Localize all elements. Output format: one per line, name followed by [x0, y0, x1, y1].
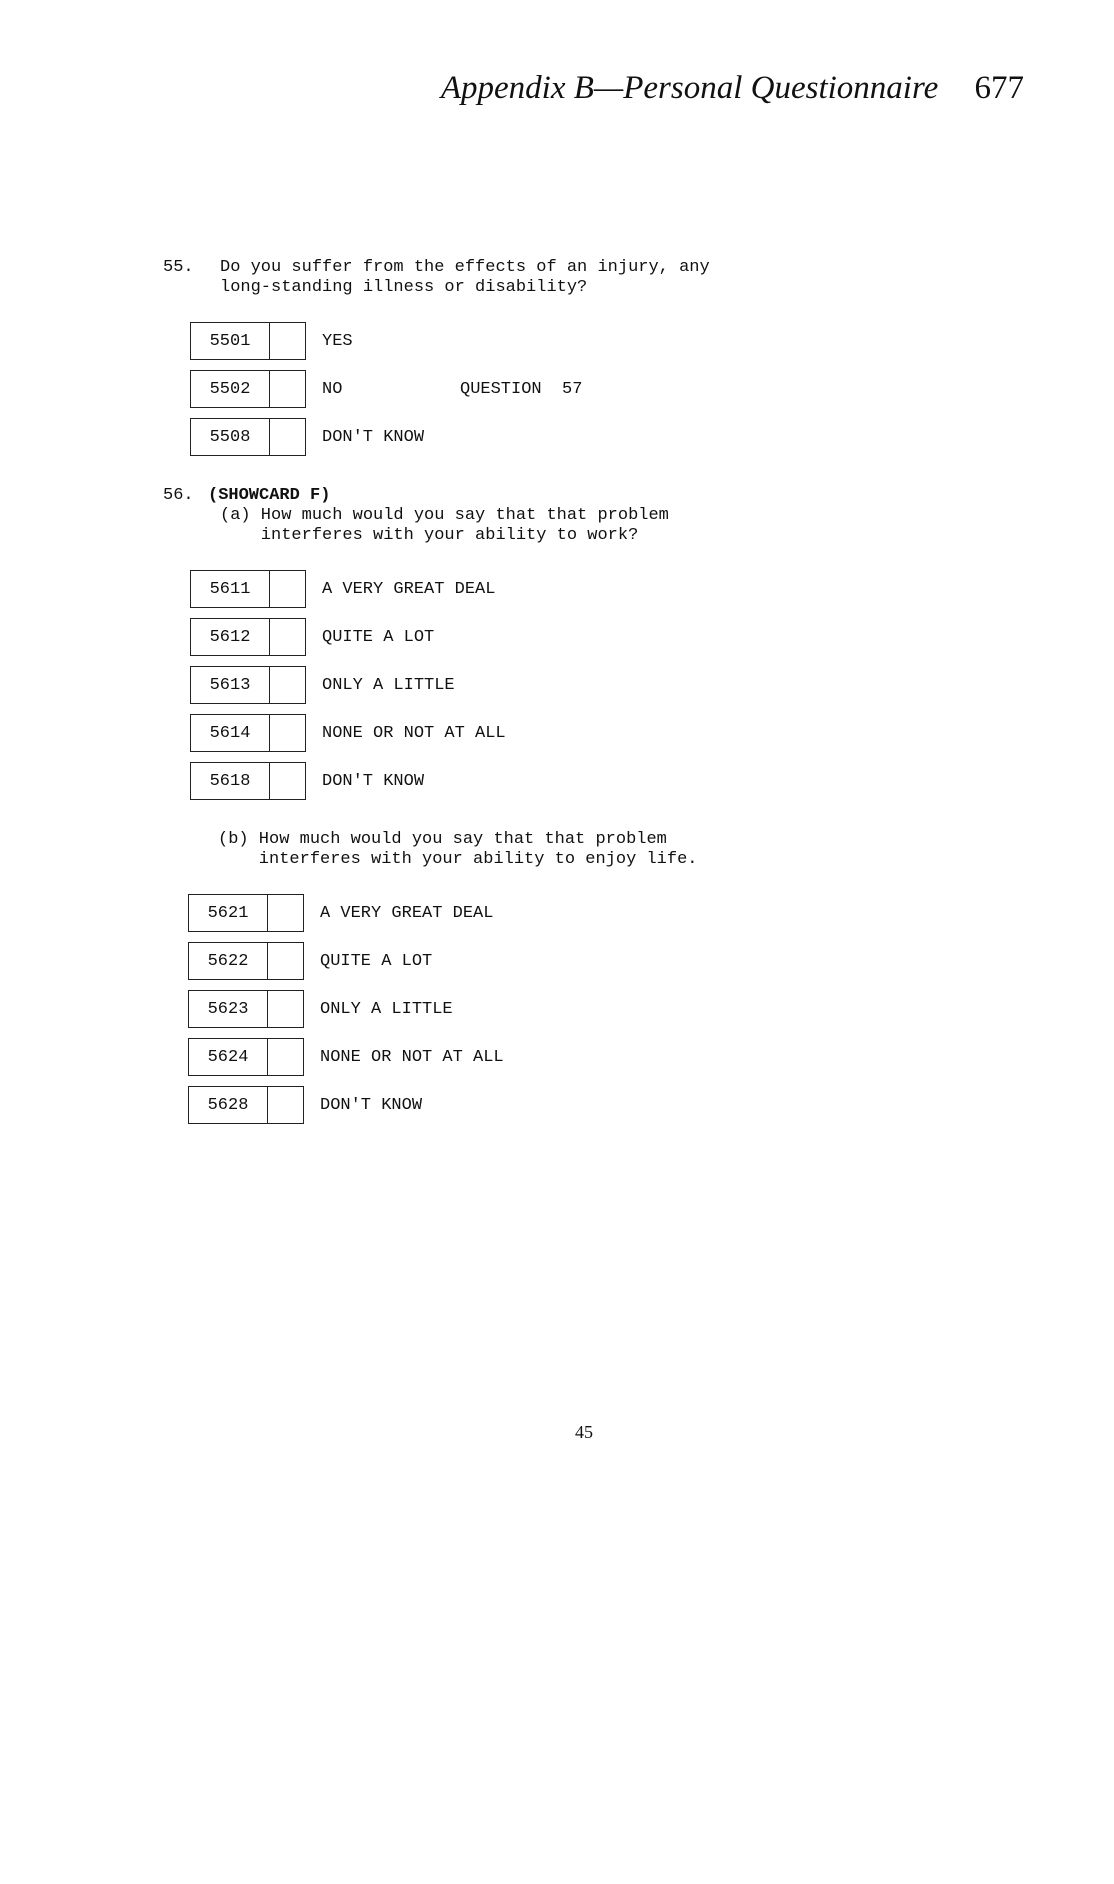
q55-line1: Do you suffer from the effects of an injury, any	[220, 258, 710, 277]
header-title: Appendix B—Personal Questionnaire	[440, 70, 939, 106]
skip-instruction: QUESTION 57	[460, 380, 583, 399]
option-label: DON'T KNOW	[322, 772, 425, 791]
q56a-text	[220, 506, 669, 546]
q56-showcard: (SHOWCARD F)	[208, 486, 331, 505]
q56a-line2: interferes with your ability to work?	[220, 526, 639, 545]
page-header	[441, 70, 1024, 107]
option-code: 5622	[188, 942, 268, 980]
option-checkbox[interactable]	[268, 942, 304, 980]
option-checkbox[interactable]	[268, 894, 304, 932]
q55-number: 55.	[163, 258, 194, 277]
option-code: 5621	[188, 894, 268, 932]
option-label: NONE OR NOT AT ALL	[320, 1048, 504, 1067]
option-label: A VERY GREAT DEAL	[322, 580, 496, 599]
q55-line2: long-standing illness or disability?	[220, 278, 588, 297]
option-label: DON'T KNOW	[322, 428, 425, 447]
option-code: 5618	[190, 762, 270, 800]
option-checkbox[interactable]	[270, 714, 306, 752]
option-code: 5613	[190, 666, 270, 704]
option-checkbox[interactable]	[268, 1086, 304, 1124]
option-checkbox[interactable]	[270, 762, 306, 800]
option-label: DON'T KNOW	[320, 1096, 423, 1115]
option-checkbox[interactable]	[270, 618, 306, 656]
q56b-line2: interferes with your ability to enjoy life.	[218, 850, 698, 869]
q56-number: 56.	[163, 486, 194, 505]
option-checkbox[interactable]	[270, 666, 306, 704]
option-checkbox[interactable]	[270, 322, 306, 360]
footer-page-number: 45	[575, 1422, 593, 1442]
option-code: 5623	[188, 990, 268, 1028]
option-checkbox[interactable]	[270, 418, 306, 456]
option-checkbox[interactable]	[270, 370, 306, 408]
option-checkbox[interactable]	[268, 990, 304, 1028]
option-label: QUITE A LOT	[322, 628, 435, 647]
q56a-line1: (a) How much would you say that that problem	[220, 506, 669, 525]
q56b-line1: (b) How much would you say that that problem	[218, 830, 667, 849]
option-label: ONLY A LITTLE	[320, 1000, 453, 1019]
option-code: 5628	[188, 1086, 268, 1124]
option-label: NONE OR NOT AT ALL	[322, 724, 506, 743]
option-code: 5501	[190, 322, 270, 360]
option-checkbox[interactable]	[270, 570, 306, 608]
option-label: ONLY A LITTLE	[322, 676, 455, 695]
option-code: 5502	[190, 370, 270, 408]
option-code: 5614	[190, 714, 270, 752]
option-label: NO	[322, 380, 343, 399]
option-code: 5611	[190, 570, 270, 608]
option-code: 5508	[190, 418, 270, 456]
q55-text	[220, 258, 710, 298]
q56b-text	[218, 830, 697, 870]
option-label: QUITE A LOT	[320, 952, 433, 971]
option-code: 5612	[190, 618, 270, 656]
option-label: A VERY GREAT DEAL	[320, 904, 494, 923]
option-code: 5624	[188, 1038, 268, 1076]
option-checkbox[interactable]	[268, 1038, 304, 1076]
header-page-number: 677	[974, 70, 1024, 106]
option-label: YES	[322, 332, 353, 351]
